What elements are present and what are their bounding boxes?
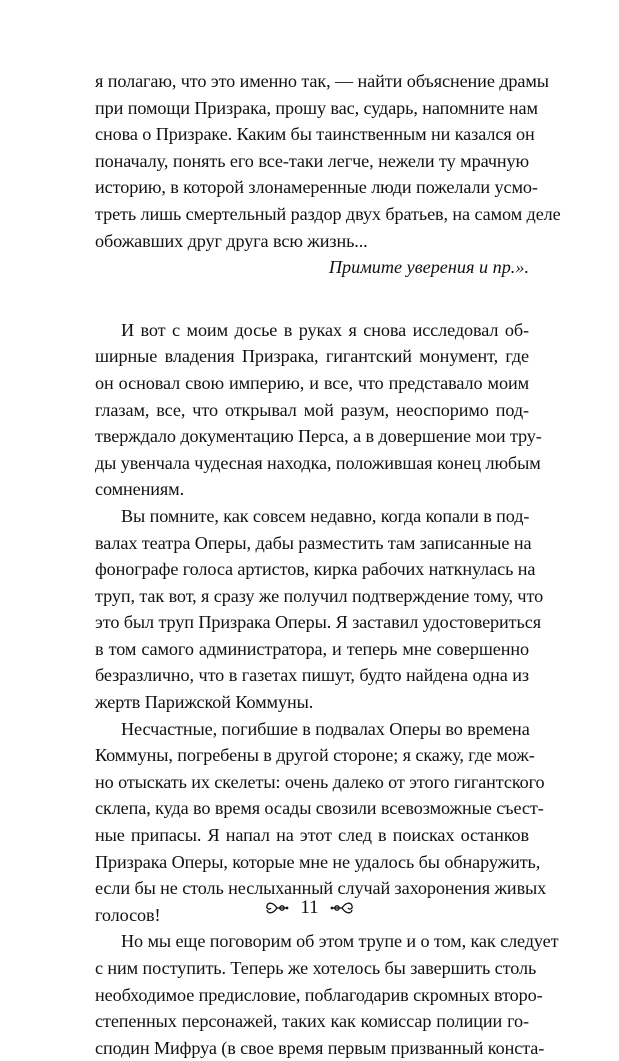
text-line: ные припасы. Я напал на этот след в поисках останков (95, 825, 529, 846)
page-footer (0, 898, 619, 918)
text-line: это был труп Призрака Оперы. Я заставил удостовериться (95, 612, 541, 633)
text-line: при помощи Призрака, прошу вас, сударь, напомните нам (95, 97, 538, 118)
text-line: но отыскать их скелеты: очень далеко от этого гигантского (95, 771, 545, 792)
paragraph (95, 928, 559, 1061)
text-line: снова о Призраке. Каким бы таинственным ни казался он (95, 124, 535, 145)
text-line: я полагаю, что это именно так, — найти объяснение драмы (95, 71, 549, 91)
text-line: труп, так вот, я сразу же получил подтверждение тому, что (95, 585, 544, 606)
text-line: сподин Мифруа (в свое время первым призванный конста- (95, 1037, 545, 1058)
text-line: Призрака Оперы, которые мне не удалось бы обнаружить, (95, 851, 541, 872)
text-line: глазам, все, что открывал мой разум, неоспоримо под- (95, 399, 529, 420)
text-line: Вы помните, как совсем недавно, когда копали в под- (121, 505, 530, 526)
text-line: безразлично, что в газетах пишут, будто найдена одна из (95, 665, 529, 686)
section-gap (95, 281, 529, 317)
text-line: склепа, куда во время осады свозили всевозможные съест- (95, 798, 544, 819)
scroll-ornament-icon (264, 899, 290, 917)
paragraph (95, 503, 544, 716)
paragraph (95, 317, 542, 503)
text-line: Несчастные, погибшие в подвалах Оперы во времена (121, 718, 530, 739)
text-line: с ним поступить. Теперь же хотелось бы завершить столь (95, 958, 537, 978)
text-line: в том самого администратора, и теперь мне совершенно (95, 638, 529, 659)
text-line: жертв Парижской Коммуны. (95, 692, 314, 713)
text-line: ды увенчала чудесная находка, положившая конец любым (95, 452, 541, 473)
letter-signoff: Примите уверения и пр.». (328, 257, 529, 278)
text-line: сомнениям. (95, 479, 185, 500)
text-line: тверждало документацию Перса, а в довершение мои тру- (95, 426, 542, 447)
text-line: обожавших друг друга всю жизнь... (95, 230, 368, 251)
text-line: фонографе голоса артистов, кирка рабочих наткнулась на (95, 559, 536, 580)
letter-excerpt (95, 68, 561, 281)
text-line: необходимое предисловие, поблагодарив скромных второ- (95, 984, 543, 1005)
text-line: И вот с моим досье в руках я снова исследовал об- (121, 319, 529, 340)
text-line: валах театра Оперы, дабы разместить там записанные на (95, 532, 532, 553)
text-line: если бы не столь неслыханный случай захоронения живых (95, 878, 547, 899)
text-line: треть лишь смертельный раздор двух братьев, на самом деле (95, 203, 561, 224)
page-number: 11 (300, 897, 319, 918)
scroll-ornament-icon (329, 899, 355, 917)
text-line: он основал свою империю, и все, что представало моим (95, 372, 529, 393)
text-line: поначалу, понять его все-таки легче, нежели ту мрачную (95, 150, 529, 171)
text-line: Коммуны, погребены в другой стороне; я скажу, где мож- (95, 745, 535, 766)
text-line: степенных персонажей, таких как комиссар полиции го- (95, 1011, 529, 1032)
text-line: голосов! (95, 904, 161, 925)
text-line: историю, в которой злонамеренные люди пожелали усмо- (95, 177, 538, 198)
text-line: Но мы еще поговорим об этом трупе и о том, как следует (121, 931, 559, 952)
text-line: ширные владения Призрака, гигантский монумент, где (95, 346, 529, 367)
